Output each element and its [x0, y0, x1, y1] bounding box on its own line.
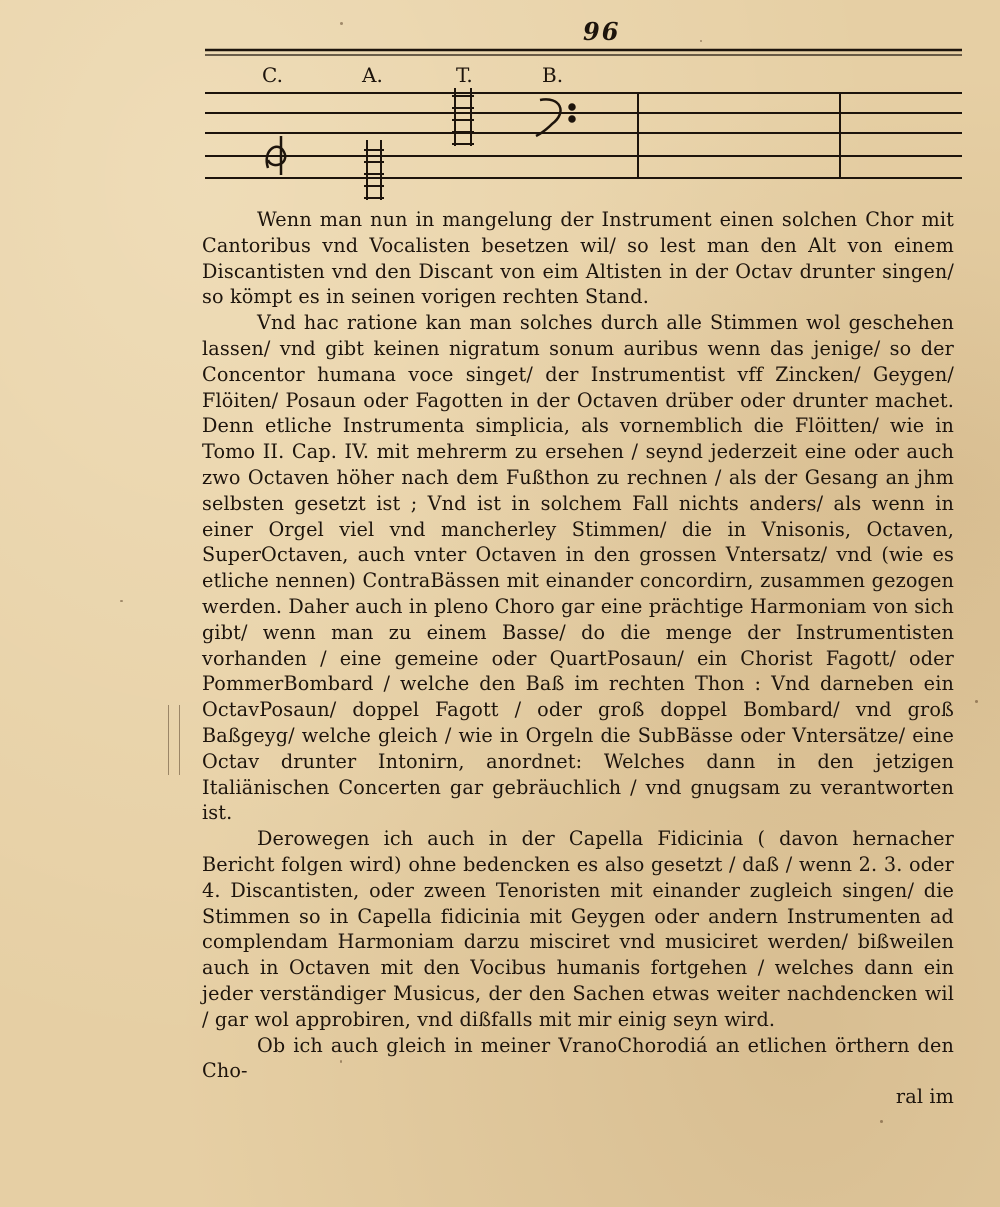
staff-lines: [205, 93, 962, 178]
paper-speck: [340, 1060, 342, 1063]
paragraph-3: Derowegen ich auch in der Capella Fidicinia ( davon hernacher Bericht folgen wird) ohne bedencken es also gesetzt / daß / wenn 2. 3. oder 4. Discantisten, oder zween Tenoristen mit einander zugleich singen/ die Stimmen so in Capella fidicinia mit Geygen oder andern Instrumenten ad complendam Harmoniam darzu misciret vnd musiciret werden/ bißweilen auch in Octaven mit den Vocibus humanis fortgehen / welches dann ein jeder verständiger Musicus, der den Sachen etwas weiter nachdencken wil / gar wol approbiren, vnd dißfalls mit mir einig seyn wird.: [202, 827, 954, 1031]
music-staff-example: [0, 0, 1000, 205]
paper-speck: [340, 22, 343, 25]
page-number: 96: [583, 17, 621, 46]
ledger-note-stack-alto: [364, 140, 384, 200]
body-text: [202, 207, 954, 1110]
paragraph-4: Ob ich auch gleich in meiner VranoChorodiá an etlichen örthern den Cho-: [202, 1033, 954, 1083]
paper-speck: [120, 600, 123, 602]
paper-speck: [975, 700, 978, 703]
paragraph-2: Vnd hac ratione kan man solches durch alle Stimmen wol geschehen lassen/ vnd gibt keinen nigratum sonum auribus wenn das jenige/ so der Concentor humana voce singet/ der Instrumentist vff Zincken/ Geygen/ Flöiten/ Posaun oder Fagotten in der Octaven drüber oder drunter machet. Denn etliche Instrumenta simplicia, als vornemblich die Flöitten/ wie in Tomo II. Cap. IV. mit mehrerm zu ersehen / seynd jederzeit eine oder auch zwo Octaven höher nach dem Fußthon zu rechnen / als der Gesang an jhm selbsten gesetzt ist ; Vnd ist in solchem Fall nichts anders/ als wenn in einer Orgel viel vnd mancherley Stimmen/ die in Vnisonis, Octaven, SuperOctaven, auch vnter Octaven in den grossen Vntersatz/ vnd (wie es etliche nennen) ContraBässen mit einander concordirn, zusammen gezogen werden. Daher auch in pleno Choro gar eine prächtige Harmoniam von sich gibt/ wenn man zu einem Basse/ do die menge der Instrumentisten vorhanden / eine gemeine oder QuartPosaun/ ein Chorist Fagott/ oder PommerBombard / welche den Baß im rechten Thon : Vnd darneben ein OctavPosaun/ doppel Fagott / oder groß doppel Bombard/ vnd groß Baßgeyg/ welche gleich / wie in Orgeln die SubBässe oder Vntersätze/ eine Octav drunter Intonirn, anordnet: Welches dann in den jetzigen Italiänischen Concerten gar gebräuchlich / vnd gnugsam zu verantworten ist.: [202, 311, 954, 825]
paper-speck: [700, 40, 702, 42]
paragraph-1: Wenn man nun in mangelung der Instrument einen solchen Chor mit Cantoribus vnd Vocalisten besetzen wil/ so lest man den Alt von einem Discantisten vnd den Discant von eim Altisten in der Octav drunter singen/ so kömpt es in seinen vorigen rechten Stand.: [202, 208, 954, 309]
voice-label-tenor: T.: [456, 63, 473, 87]
voice-label-altus: A.: [362, 63, 383, 87]
paper-speck: [880, 1120, 883, 1123]
ledger-note-stack-tenor: [452, 88, 474, 146]
catchword: ral im: [895, 1085, 954, 1109]
margin-mark: [168, 705, 180, 775]
voice-label-cantus: C.: [262, 63, 283, 87]
f-clef-symbol: [536, 99, 575, 136]
voice-label-bassus: B.: [542, 63, 564, 87]
